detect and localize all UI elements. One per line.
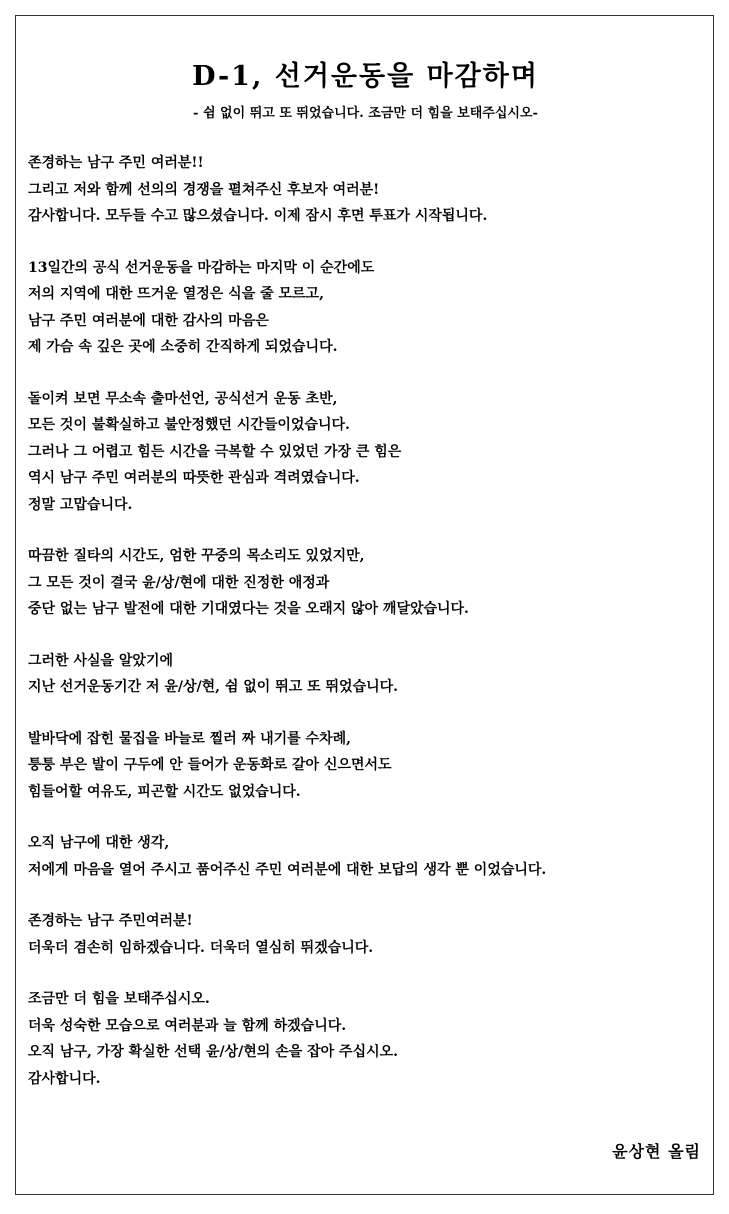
text-line: 지난 선거운동기간 저 윤/상/현, 쉼 없이 뛰고 또 뛰었습니다. [28, 679, 399, 695]
text-line: 저의 지역에 대한 뜨거운 열정은 식을 줄 모르고, [28, 286, 324, 302]
signature: 윤상현 올림 [612, 1142, 701, 1161]
text-line: 퉁퉁 부은 발이 구두에 안 들어가 운동화로 갈아 신으면서도 [28, 757, 392, 773]
paragraph [28, 726, 708, 806]
text-line: 그러한 사실을 알았기에 [28, 652, 173, 669]
text-line: 발바닥에 잡힌 물집을 바늘로 찔러 짜 내기를 수차례, [28, 730, 351, 747]
paragraph [28, 386, 708, 519]
text-line: 감사합니다. [28, 1070, 101, 1087]
text-line: 존경하는 남구 주민 여러분!! [28, 155, 204, 171]
text-line: 그 모든 것이 결국 윤/상/현에 대한 진정한 애정과 [28, 574, 330, 591]
text-line: 돌이켜 보면 무소속 출마선언, 공식선거 운동 초반, [28, 390, 338, 407]
text-line: 오직 남구, 가장 확실한 선택 윤/상/현의 손을 잡아 주십시오. [28, 1044, 399, 1060]
document-subtitle: - 쉼 없이 뛰고 또 뛰었습니다. 조금만 더 힘을 보태주십시오- [193, 106, 538, 121]
text-line: 저에게 마음을 열어 주시고 품어주신 주민 여러분에 대한 보답의 생각 뿐 이었습니다. [28, 861, 547, 878]
text-line: 더욱더 겸손히 임하겠습니다. 더욱더 열심히 뛰겠습니다. [28, 939, 374, 956]
paragraph [28, 648, 708, 701]
paragraph [28, 986, 708, 1092]
text-line: 더욱 성숙한 모습으로 여러분과 늘 함께 하겠습니다. [28, 1017, 347, 1034]
text-line: 13일간의 공식 선거운동을 마감하는 마지막 이 순간에도 [28, 259, 375, 276]
text-line: 남구 주민 여러분에 대한 감사의 마음은 [28, 312, 269, 329]
document-title: D-1, 선거운동을 마감하며 [192, 61, 539, 92]
text-line: 중단 없는 남구 발전에 대한 기대였다는 것을 오래지 않아 깨달았습니다. [28, 601, 469, 617]
text-line: 그리고 저와 함께 선의의 경쟁을 펼쳐주신 후보자 여러분! [28, 181, 380, 198]
text-line: 존경하는 남구 주민여러분! [28, 913, 193, 929]
text-line: 조금만 더 힘을 보태주십시오. [28, 991, 210, 1007]
text-line: 감사합니다. 모두들 수고 많으셨습니다. 이제 잠시 후면 투표가 시작됩니다. [28, 208, 488, 224]
paragraph [28, 543, 708, 623]
text-line: 따끔한 질타의 시간도, 엄한 꾸중의 목소리도 있었지만, [28, 548, 365, 564]
text-line: 힘들어할 여유도, 피곤할 시간도 없었습니다. [28, 783, 301, 800]
paragraph [28, 830, 708, 883]
paragraph [28, 255, 708, 361]
text-line: 역시 남구 주민 여러분의 따뜻한 관심과 격려였습니다. [28, 470, 360, 486]
document-frame [15, 15, 714, 1195]
text-line: 그러나 그 어렵고 힘든 시간을 극복할 수 있었던 가장 큰 힘은 [28, 443, 402, 460]
text-line: 모든 것이 불확실하고 불안정했던 시간들이었습니다. [28, 417, 350, 433]
document-body [28, 150, 708, 1117]
paragraph [28, 150, 708, 230]
text-line: 오직 남구에 대한 생각, [28, 835, 170, 851]
text-line: 제 가슴 속 깊은 곳에 소중히 간직하게 되었습니다. [28, 339, 338, 355]
paragraph [28, 908, 708, 961]
text-line: 정말 고맙습니다. [28, 496, 133, 513]
